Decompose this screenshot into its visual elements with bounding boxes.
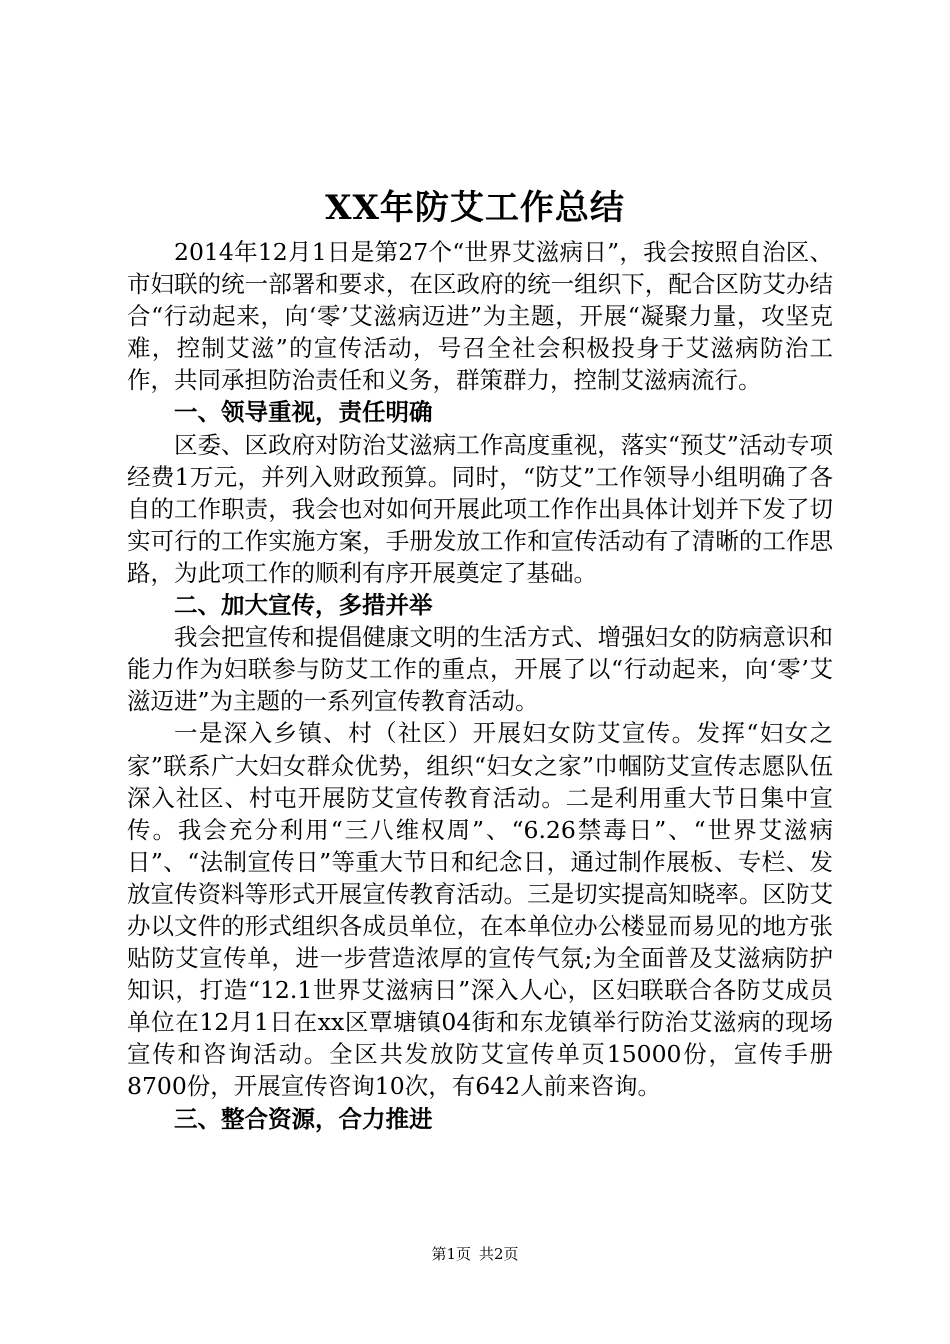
page-total: 共2页: [479, 1245, 519, 1263]
section-heading-3: 三、整合资源，合力推进: [174, 1104, 433, 1133]
intro-paragraph: 2014年12月1日是第27个“世界艾滋病日”，我会按照自治区、市妇联的统一部署和要求，在区政府的统一组织下，配合区防艾办结合“行动起来，向‘零’艾滋病迈进”为主题，开展“凝聚力量，攻坚克难，控制艾滋”的宣传活动，号召全社会积极投身于艾滋病防治工作，共同承担防治责任和义务，群策群力，控制艾滋病流行。: [127, 238, 833, 395]
section-1-paragraph-1: 区委、区政府对防治艾滋病工作高度重视，落实“预艾”活动专项经费1万元，并列入财政预算。同时，“防艾”工作领导小组明确了各自的工作职责，我会也对如何开展此项工作作出具体计划并下发了切实可行的工作实施方案，手册发放工作和宣传活动有了清晰的工作思路，为此项工作的顺利有序开展奠定了基础。: [127, 430, 833, 587]
section-2-paragraph-2: 一是深入乡镇、村（社区）开展妇女防艾宣传。发挥“妇女之家”联系广大妇女群众优势，组织“妇女之家”巾帼防艾宣传志愿队伍深入社区、村屯开展防艾宣传教育活动。二是利用重大节日集中宣传。我会充分利用“三八维权周”、“6.26禁毒日”、“世界艾滋病日”、“法制宣传日”等重大节日和纪念日，通过制作展板、专栏、发放宣传资料等形式开展宣传教育活动。三是切实提高知晓率。区防艾办以文件的形式组织各成员单位，在本单位办公楼显而易见的地方张贴防艾宣传单，进一步营造浓厚的宣传气氛;为全面普及艾滋病防护知识，打造“12.1世界艾滋病日”深入人心，区妇联联合各防艾成员单位在12月1日在xx区覃塘镇04街和东龙镇举行防治艾滋病的现场宣传和咨询活动。全区共发放防艾宣传单页15000份，宣传手册8700份，开展宣传咨询10次，有642人前来咨询。: [127, 719, 833, 1101]
page-title: XX年防艾工作总结: [325, 188, 625, 228]
page-footer: [0, 1244, 950, 1264]
section-heading-2: 二、加大宣传，多措并举: [174, 591, 433, 620]
document-body: [127, 236, 833, 1135]
section-heading-1: 一、领导重视，责任明确: [174, 398, 433, 427]
page-number: 第1页: [431, 1245, 471, 1263]
section-2-paragraph-1: 我会把宣传和提倡健康文明的生活方式、增强妇女的防病意识和能力作为妇联参与防艾工作的重点，开展了以“行动起来，向‘零’艾滋迈进”为主题的一系列宣传教育活动。: [127, 623, 833, 716]
